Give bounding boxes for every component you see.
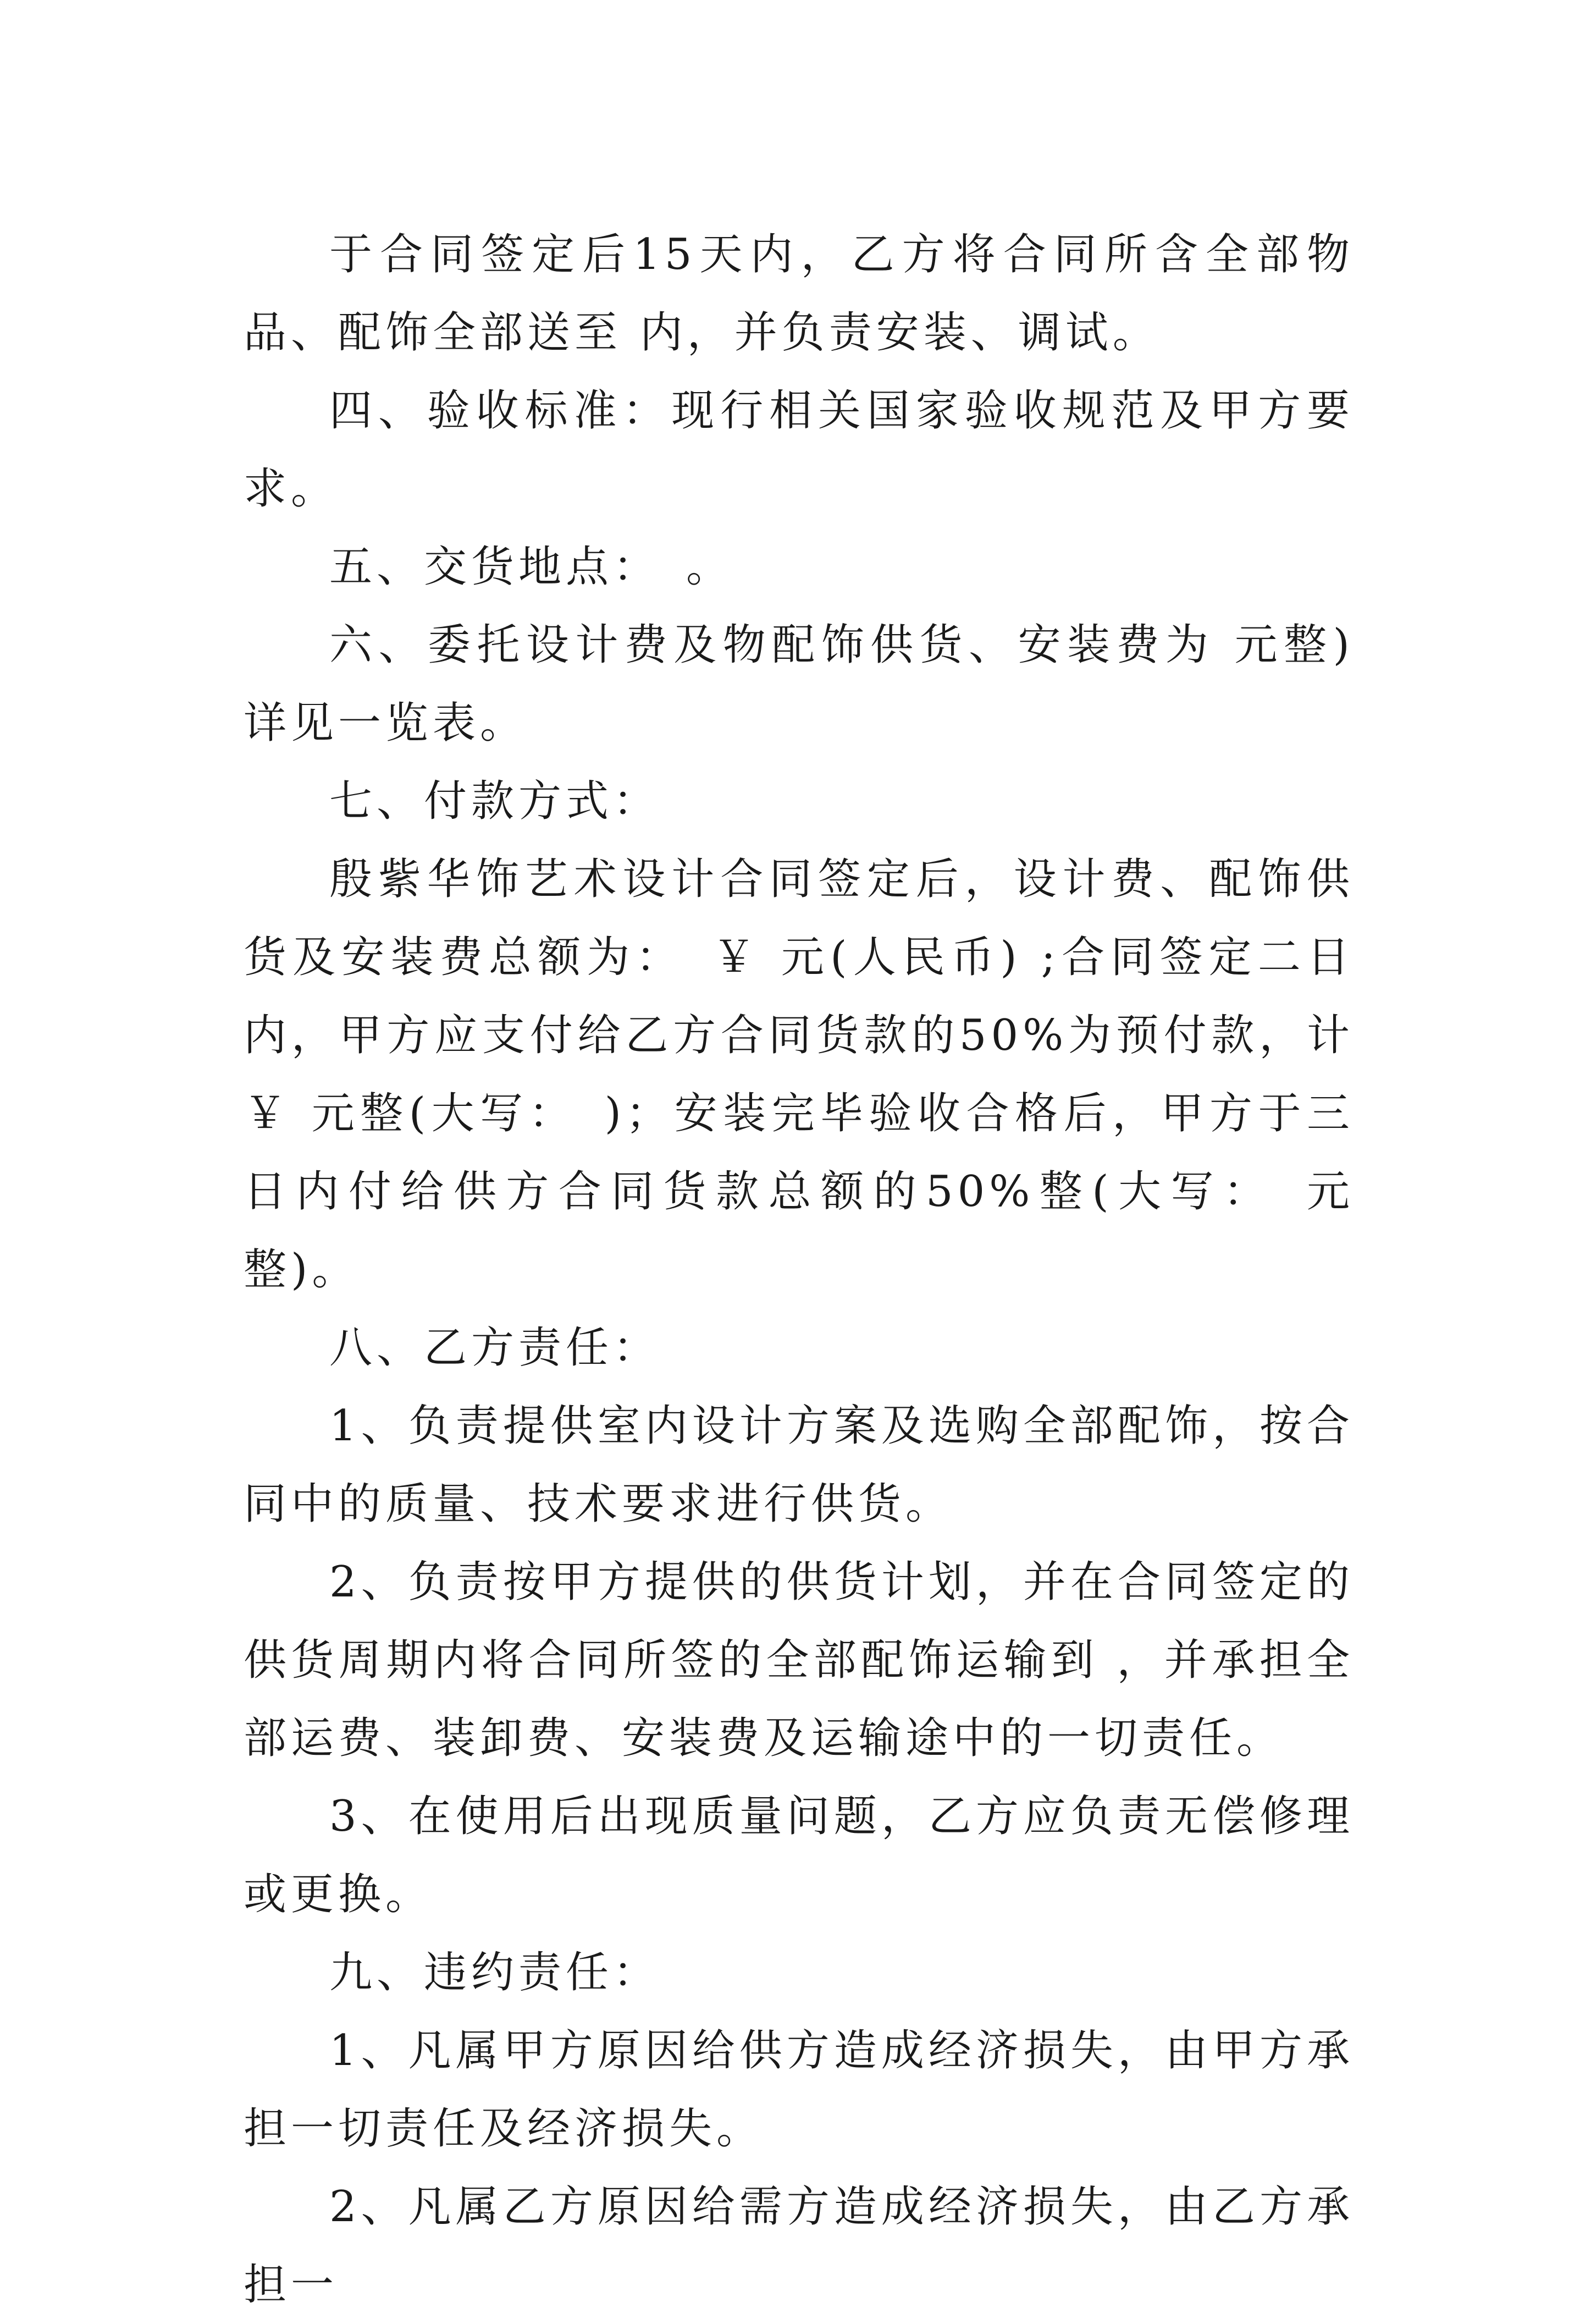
paragraph-payment-terms: 殷紫华饰艺术设计合同签定后，设计费、配饰供货及安装费总额为： ￥ 元(人民币) ;合同签定二日内，甲方应支付给乙方合同货款的50%为预付款，计 ￥ 元整(大写： )；安装完毕验收合格后，甲方于三日内付给供方合同货款总额的50%整(大写： 元整)。	[244, 855, 1354, 1295]
paragraph-design-fee: 六、委托设计费及物配饰供货、安装费为 元整)详见一览表。	[244, 620, 1354, 748]
paragraph-responsibility-2: 2、负责按甲方提供的供货计划，并在合同签定的供货周期内将合同所签的全部配饰运输到 ，并承担全部运费、装卸费、安装费及运输途中的一切责任。	[244, 1557, 1354, 1763]
paragraph-breach-2: 2、凡属乙方原因给需方造成经济损失，由乙方承担一	[244, 2182, 1354, 2310]
paragraph-breach-1: 1、凡属甲方原因给供方造成经济损失，由甲方承担一切责任及经济损失。	[244, 2026, 1354, 2154]
paragraph-delivery-time: 于合同签定后15天内，乙方将合同所含全部物品、配饰全部送至 内，并负责安装、调试。	[244, 230, 1354, 357]
paragraph-responsibility-3: 3、在使用后出现质量问题，乙方应负责无偿修理或更换。	[244, 1792, 1354, 1919]
heading-breach-liability: 九、违约责任：	[329, 1948, 661, 1997]
paragraph-delivery-location: 五、交货地点： 。	[329, 542, 734, 592]
paragraph-acceptance-standard: 四、验收标准：现行相关国家验收规范及甲方要求。	[244, 386, 1354, 514]
heading-party-b-responsibility: 八、乙方责任：	[329, 1323, 661, 1373]
heading-payment-method: 七、付款方式：	[329, 776, 661, 826]
paragraph-responsibility-1: 1、负责提供室内设计方案及选购全部配饰，按合同中的质量、技术要求进行供货。	[244, 1401, 1354, 1529]
document-body	[244, 216, 1354, 2324]
